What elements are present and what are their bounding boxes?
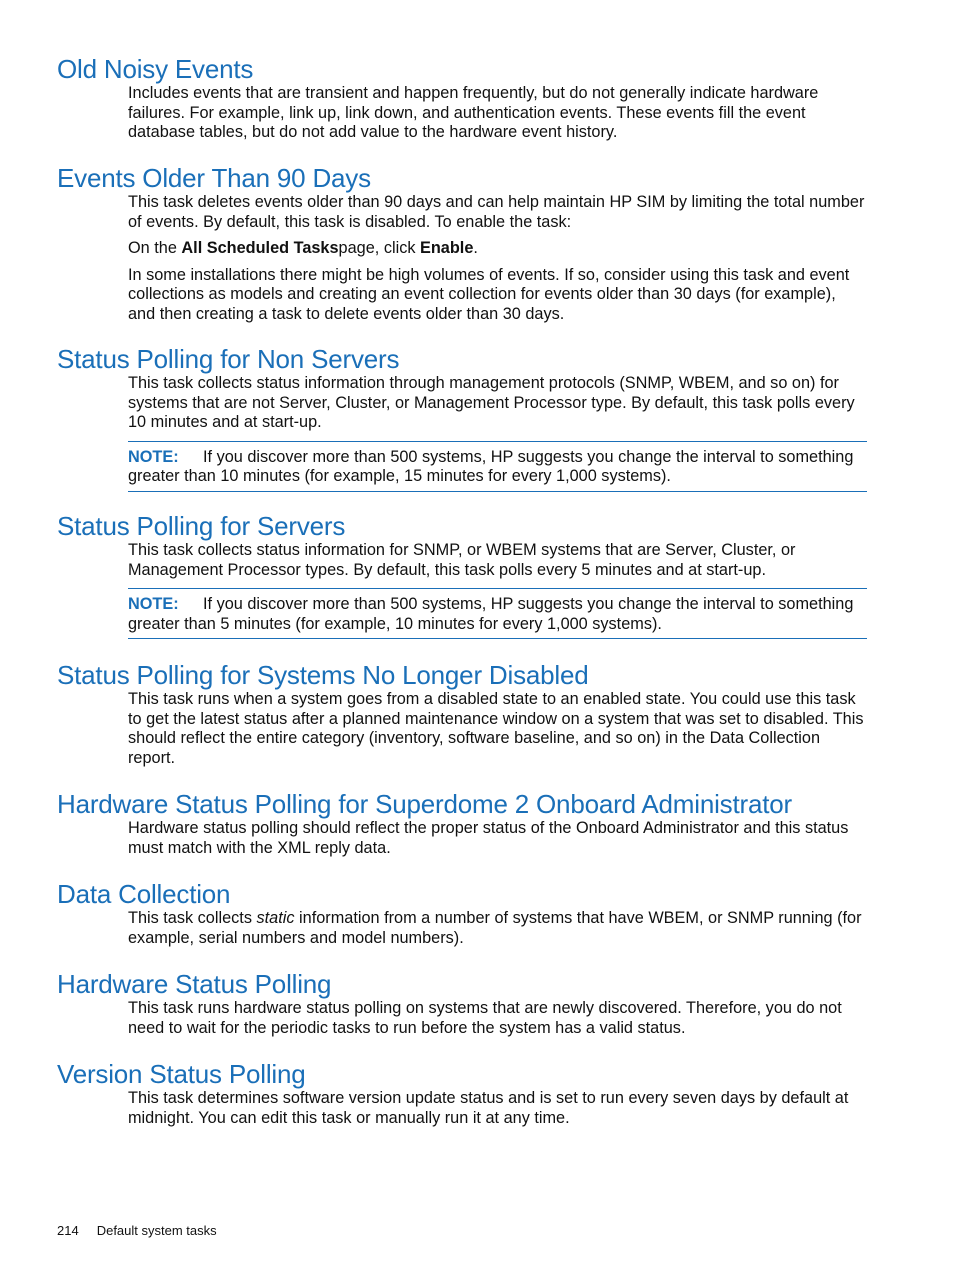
page-footer bbox=[57, 1223, 217, 1238]
section-status-polling-servers bbox=[57, 511, 867, 639]
emphasis: static bbox=[256, 909, 295, 927]
section-heading: Status Polling for Systems No Longer Disabled bbox=[57, 660, 589, 690]
note-label: NOTE: bbox=[128, 595, 179, 613]
page-name: All Scheduled Tasks bbox=[181, 239, 339, 257]
paragraph bbox=[128, 909, 867, 948]
section-heading: Status Polling for Non Servers bbox=[57, 344, 400, 374]
section-heading: Hardware Status Polling for Superdome 2 Onboard Administrator bbox=[57, 789, 792, 819]
paragraph: This task runs hardware status polling on systems that are newly discovered. Therefore, you do not need to wait for the periodic tasks to run before the system has a valid status. bbox=[128, 999, 842, 1037]
section-old-noisy-events bbox=[57, 54, 867, 143]
paragraph: This task deletes events older than 90 days and can help maintain HP SIM by limiting the total number of events. By default, this task is disabled. To enable the task: bbox=[128, 193, 865, 231]
note-label: NOTE: bbox=[128, 447, 179, 466]
section-heading: Data Collection bbox=[57, 879, 231, 909]
section-heading: Old Noisy Events bbox=[57, 54, 254, 84]
section-events-older-than-90-days bbox=[57, 163, 867, 324]
section-heading: Events Older Than 90 Days bbox=[57, 163, 371, 193]
section-data-collection bbox=[57, 879, 867, 948]
paragraph: Hardware status polling should reflect the proper status of the Onboard Administrator and this status must match with the XML reply data. bbox=[128, 819, 849, 857]
paragraph: In some installations there might be high volumes of events. If so, consider using this task and event collections as models and creating an event collection for events older than 30 days (for example), and then creating a task to delete events older than 30 days. bbox=[128, 265, 850, 323]
page-number: 214 bbox=[57, 1223, 79, 1238]
section-heading: Status Polling for Servers bbox=[57, 511, 346, 541]
section-status-polling-non-servers bbox=[57, 344, 867, 492]
instruction-middle: page, click bbox=[338, 239, 420, 257]
paragraph: This task collects status information through management protocols (SNMP, WBEM, and so on) for systems that are not Server, Cluster, or Management Processor type. By default, this task polls every 10 minutes and at start-up. bbox=[128, 374, 855, 431]
instruction-paragraph bbox=[128, 239, 867, 259]
section-hardware-status-polling bbox=[57, 969, 867, 1038]
section-superdome-2-oa bbox=[57, 789, 867, 858]
text-before: This task collects bbox=[128, 909, 257, 927]
paragraph: This task determines software version update status and is set to run every seven days by default at midnight. You can edit this task or manually run it at any time. bbox=[128, 1089, 849, 1127]
text-after: information from a number of systems that have WBEM, or SNMP running (for example, serial numbers and model numbers). bbox=[128, 909, 862, 947]
section-status-polling-no-longer-disabled bbox=[57, 660, 867, 768]
section-version-status-polling bbox=[57, 1059, 867, 1128]
paragraph: This task collects status information for SNMP, or WBEM systems that are Server, Cluster, or Management Processor types. By default, this task polls every 5 minutes and at start-up. bbox=[128, 541, 796, 579]
paragraph: Includes events that are transient and happen frequently, but do not generally indicate hardware failures. For example, link up, link down, and authentication events. These events fill the event database tables, but do not add value to the hardware event history. bbox=[128, 84, 819, 141]
note-text: If you discover more than 500 systems, HP suggests you change the interval to something greater than 10 minutes (for example, 15 minutes for every 1,000 systems). bbox=[128, 447, 854, 485]
note-box bbox=[128, 441, 867, 492]
section-heading: Version Status Polling bbox=[57, 1059, 306, 1089]
note-box bbox=[128, 588, 867, 639]
chapter-title: Default system tasks bbox=[96, 1223, 217, 1238]
section-heading: Hardware Status Polling bbox=[57, 969, 332, 999]
paragraph: This task runs when a system goes from a disabled state to an enabled state. You could use this task to get the latest status after a planned maintenance window on a system that was set to disabled. This should reflect the entire category (inventory, software baseline, and so on) in the Data Collection report. bbox=[128, 690, 864, 767]
note-text: If you discover more than 500 systems, HP suggests you change the interval to something greater than 5 minutes (for example, 10 minutes for every 1,000 systems). bbox=[128, 595, 854, 633]
instruction-suffix: . bbox=[473, 239, 478, 257]
action-name: Enable bbox=[420, 239, 474, 257]
instruction-prefix: On the bbox=[128, 239, 182, 257]
